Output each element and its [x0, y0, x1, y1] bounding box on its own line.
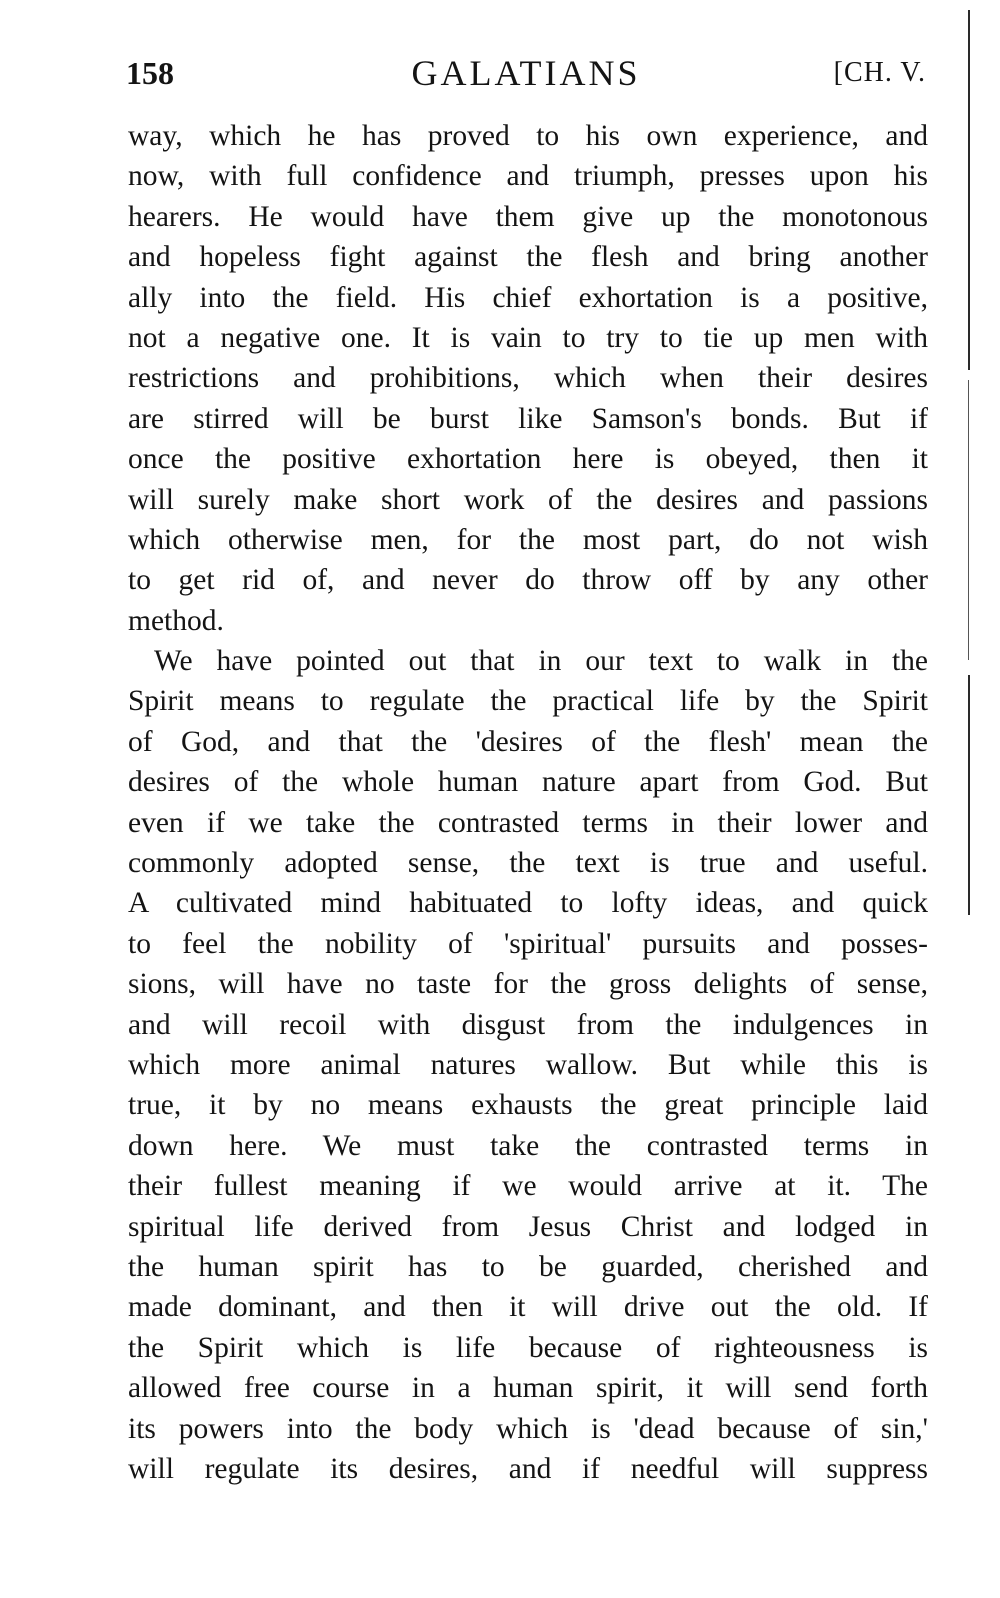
- text-line: the Spirit which is life because of righteousness is: [128, 1331, 928, 1364]
- text-line: even if we take the contrasted terms in their lower and: [128, 806, 928, 839]
- scan-margin-rule: [968, 675, 970, 915]
- text-line: spiritual life derived from Jesus Christ and lodged in: [128, 1210, 928, 1243]
- text-line: method.: [128, 604, 224, 637]
- text-line: of God, and that the 'desires of the flesh' mean the: [128, 725, 928, 758]
- text-line: which otherwise men, for the most part, do not wish: [128, 523, 928, 556]
- text-line: down here. We must take the contrasted terms in: [128, 1129, 928, 1162]
- text-line: restrictions and prohibitions, which when their desires: [128, 362, 928, 395]
- text-line: now, with full confidence and triumph, presses upon his: [128, 160, 928, 193]
- text-line: A cultivated mind habituated to lofty ideas, and quick: [128, 887, 928, 920]
- paragraph-1: [128, 116, 928, 641]
- scan-margin-rule: [968, 10, 970, 370]
- text-line: sions, will have no taste for the gross delights of sense,: [128, 968, 928, 1001]
- text-line: ally into the field. His chief exhortation is a positive,: [128, 281, 928, 314]
- text-line: We have pointed out that in our text to walk in the: [154, 645, 928, 678]
- page-number: 158: [126, 55, 174, 91]
- running-title: GALATIANS: [411, 53, 641, 93]
- text-line: and will recoil with disgust from the indulgences in: [128, 1008, 928, 1041]
- text-line: will surely make short work of the desires and passions: [128, 483, 928, 516]
- text-line: once the positive exhortation here is obeyed, then it: [128, 443, 928, 476]
- text-line: not a negative one. It is vain to try to tie up men with: [128, 321, 928, 354]
- running-head: [126, 48, 926, 98]
- text-line: hearers. He would have them give up the monotonous: [128, 200, 928, 233]
- text-line: its powers into the body which is 'dead because of sin,': [128, 1412, 928, 1445]
- text-line: Spirit means to regulate the practical life by the Spirit: [128, 685, 928, 718]
- text-line: allowed free course in a human spirit, it will send forth: [128, 1372, 928, 1405]
- text-line: to feel the nobility of 'spiritual' pursuits and posses-: [128, 927, 928, 960]
- chapter-reference: [CH. V.: [833, 57, 926, 88]
- text-line: way, which he has proved to his own experience, and: [128, 120, 928, 152]
- text-line: true, it by no means exhausts the great principle laid: [128, 1089, 928, 1122]
- body-text: [128, 116, 928, 1489]
- text-line: made dominant, and then it will drive out the old. If: [128, 1291, 928, 1324]
- text-line: will regulate its desires, and if needful will suppress: [128, 1452, 928, 1485]
- text-line: desires of the whole human nature apart from God. But: [128, 766, 928, 799]
- paragraph-2: [128, 641, 928, 1489]
- text-line: are stirred will be burst like Samson's bonds. But if: [128, 402, 928, 435]
- scan-margin-rule: [968, 380, 969, 660]
- text-line: their fullest meaning if we would arrive at it. The: [128, 1170, 928, 1203]
- text-line: the human spirit has to be guarded, cherished and: [128, 1250, 928, 1283]
- text-line: which more animal natures wallow. But while this is: [128, 1048, 928, 1081]
- text-line: and hopeless fight against the flesh and bring another: [128, 241, 928, 274]
- text-line: to get rid of, and never do throw off by any other: [128, 564, 928, 597]
- text-line: commonly adopted sense, the text is true and useful.: [128, 847, 928, 880]
